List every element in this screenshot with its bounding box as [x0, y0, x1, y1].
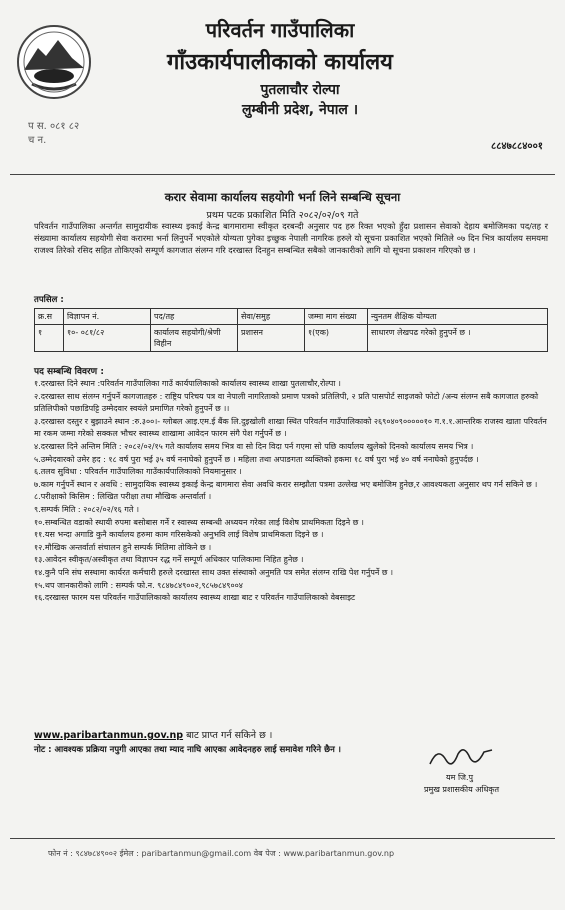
- website-link[interactable]: www.paribartanmun.gov.np: [34, 730, 184, 741]
- list-item: १४.कुनै पनि संघ सस्थामा कार्यरत कर्मचारी हरुले दरखास्त साथ उक्त संस्थाको अनुमति पत्र समेत संलग्न राखि पेश गर्नुपर्ने छ ।: [34, 567, 394, 577]
- notice-intro: परिवर्तन गाउँपालिका अन्तर्गत सामुदायीक स्वास्थ्य इकाई केन्द्र बागमारामा स्वीकृत दरबन्दी अनुसार पद हरु रिक्त भएको हुँदा प्रशासन सेवाको देहाय बमोजिमका पद/तह र संख्यामा कार्यालय सहयोगी सेवा करारमा भर्ना लिनुपर्ने भएकोले योग्यता पुगेका इच्छुक नेपाली नागरिक हरुले यो सूचना प्रकाशित भएको मितिले ०७ दिन भित्र कार्यालय समयमा राजश्व तिरेको रसिद सहित तोकिएको सम्पूर्ण कागजात संलग्न गरि दरखास्त दिनहुन सम्बन्धित सबैको जानकारीको लागि यो सूचना प्रकाशन गरिएको छ ।: [34, 221, 548, 255]
- table-cell: साधारण लेखपढ गरेको हुनुपर्ने छ ।: [368, 325, 548, 352]
- table-cell: १: [35, 325, 64, 352]
- list-item: ३.दरखास्त दस्तुर र बुझाउने स्थान :रु.३००।- ग्लोबल आइ.एम.ई बैंक लि.दुइखोली शाखा स्थित परिवर्तन गाउँपालिकाको २६९०४०९०००००१० ग.१.१.आन्तरिक राजस्व खाता परिवर्तन मा रकम जम्मा गरेको सक्कल भौचर स्वास्थ्य शाखामा आवेदन फारम संगै पेश गर्नुपर्ने छ ।: [34, 416, 547, 439]
- list-item: २.दरखास्त साथ संलग्न गर्नुपर्ने कागजातहरु : राष्ट्रिय परिचय पत्र वा नेपाली नागरिताको प्रमाण पत्रको प्रतिलिपी, २ प्रति पासपोर्ट साइजको फोटो /अन्य संलग्न सबै कागजात हरुको प्रतिलिपीको पछाडिपट्टि उम्मेदवार स्वयंले प्रमाणित गरेको हुनुपर्ने छ ।।: [34, 391, 539, 414]
- footer-contact: फोन नं : ९८४७८४९००२ ईमेल : paribartanmun@gmail.com वेब पेज : www.paribartanmun.gov.np: [48, 849, 395, 858]
- list-item: १६.दरखास्त फारम यस परिवर्तन गाउँपालिकाको कार्यालय स्वास्थ्य शाखा बाट र परिवर्तन गाउँपालिकाको वेबसाइट: [34, 593, 356, 603]
- post-details-list: [34, 378, 550, 605]
- notice-publish-date: प्रथम पटक प्रकाशित मिति २०८२/०२/०९ गते: [206, 210, 359, 221]
- list-item: १२.मौखिक अन्तर्वार्ता संचालन हुने सम्पर्क मितिमा तोकिने छ ।: [34, 542, 212, 552]
- website-line: [34, 728, 272, 741]
- notice-title: करार सेवामा कार्यालय सहयोगी भर्ना लिने सम्बन्धि सूचना: [164, 190, 401, 204]
- office-location: पुतलाचौर रोल्पा: [260, 82, 340, 98]
- province-name: लुम्बीनी प्रदेश, नेपाल ।: [241, 102, 359, 118]
- column-header: पद/तह: [151, 309, 238, 325]
- list-item: ६.तलव सुविधा : परिवर्तन गाउँपालिका गाउँकार्यपालिकाको नियमानुसार ।: [34, 467, 242, 477]
- nepal-emblem-logo: [14, 22, 94, 102]
- dispatch-number: च न.: [28, 135, 47, 146]
- footer-divider: [10, 838, 555, 839]
- list-item: १.दरखास्त दिने स्थान :परिवर्तन गाउँपालिका गाउँ कार्यपालिकाको कार्यालय स्वास्थ्य शाखा पुतलाचौर,रोल्पा ।: [34, 379, 341, 388]
- list-item: ११.यस भन्दा अगाडि कुनै कार्यालय हरुमा काम गरिसकेको अनुभवि लाई विशेष प्राथमिकता दिइने छ ।: [34, 530, 324, 540]
- table-cell: प्रशासन: [238, 325, 305, 352]
- phone-number: ८८४७८८४००१: [491, 141, 543, 152]
- list-item: ७.काम गर्नुपर्ने स्थान र अवधि : सामुदायिक स्वास्थ्य इकाई केन्द्र बागमारा सेवा अवधि करार सम्झौता पत्रमा उल्लेख भए बमोजिम हुनेछ,र आवश्यकता अनुसार थप गर्न सकिने छ ।: [34, 479, 538, 489]
- signature-mark: [426, 742, 496, 772]
- list-item: १०.सम्बन्धित वडाको स्थायी रुपमा बसोबास गर्ने र स्वास्थ्य सम्बन्धी अध्ययन गरेका लाई विशेष प्राथमिकता दिइने छ ।: [34, 517, 364, 527]
- list-item: ९.सम्पर्क मिति : २०८२/०२/१६ गते ।: [34, 504, 140, 514]
- letter-reference-number: प स. ०८१ ८२: [28, 121, 80, 132]
- column-header: जम्मा माग संख्या: [305, 309, 368, 325]
- table-header-row: [35, 309, 548, 325]
- office-name: गाँउकार्यपालीकाको कार्यालय: [167, 50, 393, 75]
- header-divider: [10, 174, 555, 175]
- list-item: ५.उम्मेदवारको उमेर हद : १८ वर्ष पुरा भई ३५ वर्ष ननाघेको हुनुपर्ने छ । महिला तथा अपाङगता व्यक्तिको हकमा १८ वर्ष पुरा भई ४० वर्ष ननाघेको हुनुपर्दछ ।: [34, 454, 479, 464]
- list-item: ८.परीक्षाको किसिम : लिखित परीक्षा तथा मौखिक अन्तर्वार्ता ।: [34, 492, 212, 502]
- table-cell: कार्यालय सहयोगी/श्रेणी विहीन: [151, 325, 238, 352]
- details-label: तपसिल :: [34, 295, 64, 305]
- column-header: सेवा/समुह: [238, 309, 305, 325]
- list-item: १५.थप जानकारीको लागि : सम्पर्क फो.न. ९८४७८४९००२,९८५७८४९००४: [34, 580, 243, 590]
- table-cell: १(एक): [305, 325, 368, 352]
- column-header: न्युनतम शैक्षिक योग्यता: [368, 309, 548, 325]
- vacancy-table: [34, 308, 548, 352]
- list-item: १३.आवेदन स्वीकृत/अस्वीकृत तथा विज्ञापन रद्ध गर्ने सम्पूर्ण अधिकार पालिकामा निहित हुनेछ ।: [34, 555, 304, 565]
- column-header: विज्ञापन नं.: [64, 309, 151, 325]
- notice-note: नोट : आवश्यक प्रक्रिया नपुगी आएका तथा म्याद नाघि आएका आवेदनहरु लाई समावेश गरिने छैन ।: [34, 745, 341, 755]
- table-row: [35, 325, 548, 352]
- list-item: ४.दरखास्त दिने अन्तिम मिति : २०८२/०२/१५ गते कार्यालय समय भित्र वा सो दिन विदा पर्न गएमा सो पछि कार्यालय खुलेको दिनको कार्यालय समय भित्र ।: [34, 441, 474, 451]
- municipality-name: परिवर्तन गाउँपालिका: [205, 18, 355, 42]
- column-header: क्र.स: [35, 309, 64, 325]
- signatory-role: प्रमुख प्रशासकीय अधिकृत: [424, 785, 500, 794]
- website-suffix: बाट प्राप्त गर्न सकिने छ ।: [183, 730, 273, 741]
- table-cell: १०- ०८१/८२: [64, 325, 151, 352]
- signatory-name: यम जि.पु: [446, 773, 474, 782]
- post-details-title: पद सम्बन्धि विवरण :: [34, 367, 104, 377]
